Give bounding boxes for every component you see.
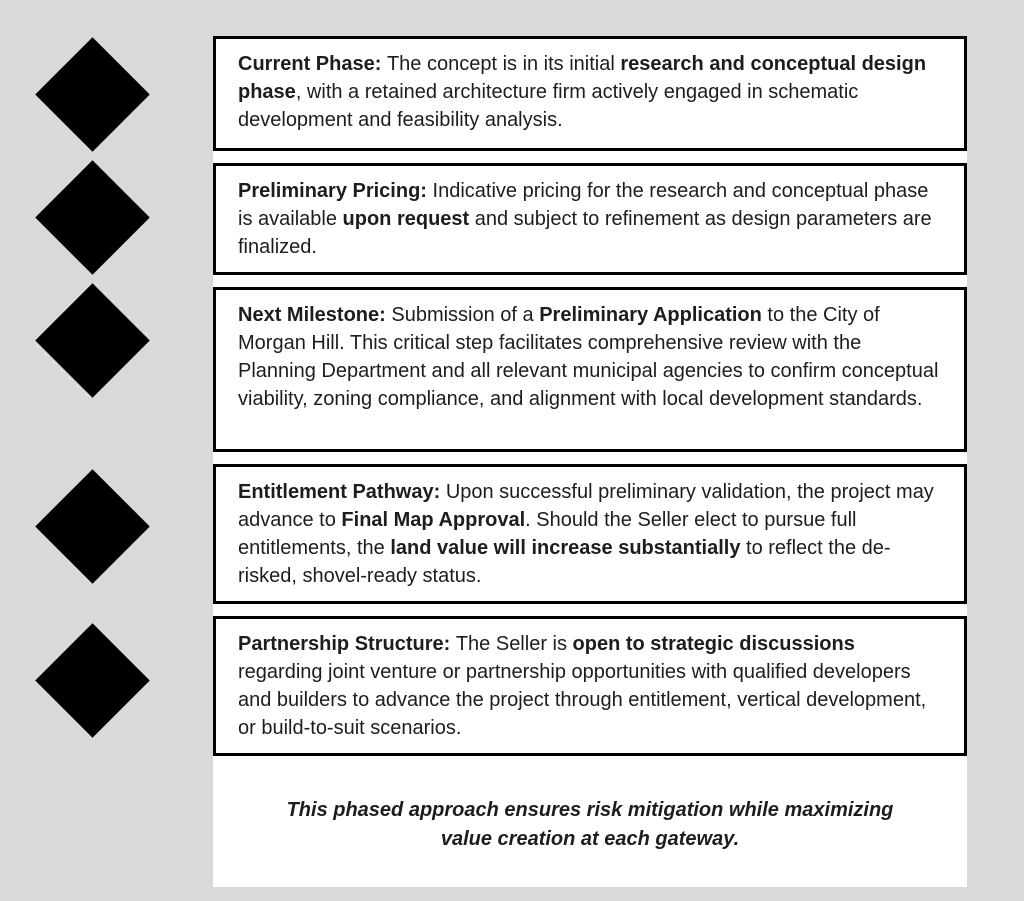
card-text: Entitlement Pathway: Upon successful preliminary validation, the project may advance to Final Map Approval. Should the Seller elect to pursue full entitlements, the land value will increase substantially to reflect the de-risked, shovel-ready status. bbox=[238, 481, 934, 587]
info-card bbox=[213, 287, 967, 452]
card-text: Preliminary Pricing: Indicative pricing for the research and conceptual phase is available upon request and subject to refinement as design parameters are finalized. bbox=[238, 180, 932, 258]
diamond-icon bbox=[35, 160, 150, 275]
footer-note bbox=[213, 768, 967, 887]
info-card bbox=[213, 464, 967, 604]
card-text: Partnership Structure: The Seller is open to strategic discussions regarding joint venture or partnership opportunities with qualified developers and builders to advance the project through entitlement, vertical development, or build-to-suit scenarios. bbox=[238, 633, 927, 739]
card-text: Next Milestone: Submission of a Preliminary Application to the City of Morgan Hill. This critical step facilitates comprehensive review with the Planning Department and all relevant municipal agencies to confirm conceptual viability, zoning compliance, and alignment with local development standards. bbox=[238, 304, 939, 410]
info-card bbox=[213, 36, 967, 151]
content-column bbox=[213, 36, 967, 887]
diamond-icon bbox=[35, 283, 150, 398]
diamond-icon bbox=[35, 37, 150, 152]
card-text: Current Phase: The concept is in its initial research and conceptual design phase, with a retained architecture firm actively engaged in schematic development and feasibility analysis. bbox=[238, 53, 927, 131]
diamond-icon bbox=[35, 469, 150, 584]
card-list bbox=[213, 36, 967, 756]
info-card bbox=[213, 616, 967, 756]
diamond-icon bbox=[35, 623, 150, 738]
diamond-rail bbox=[0, 0, 213, 901]
footer-text: This phased approach ensures risk mitigation while maximizing value creation at each gateway. bbox=[286, 799, 894, 850]
info-card bbox=[213, 163, 967, 275]
